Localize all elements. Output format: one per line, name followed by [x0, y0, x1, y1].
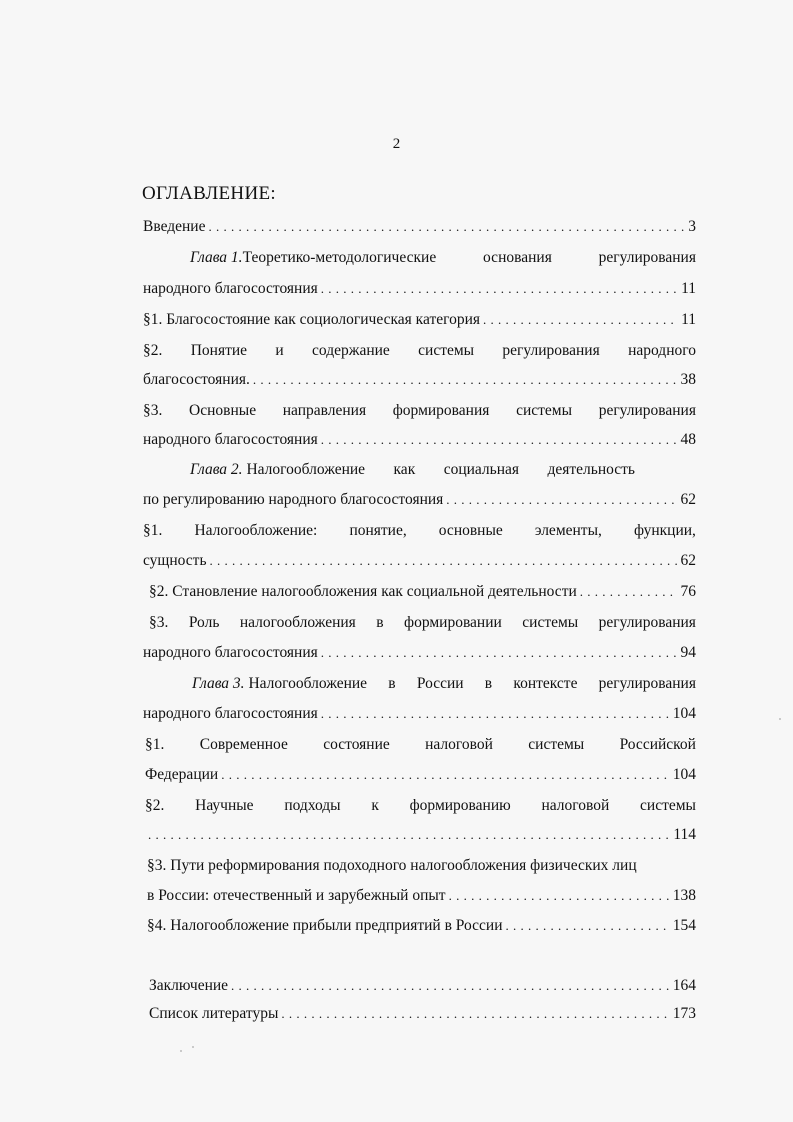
toc-section-3-3-line1: §3. Пути реформирования подоходного налогообложения физических лиц — [147, 857, 637, 874]
dot-leader — [321, 704, 670, 724]
toc-section-2-1-line2: сущность . . . 62 — [143, 551, 696, 571]
toc-section-2-2: §2. Становление налогообложения как социальной деятельности . . . 76 — [149, 582, 696, 602]
chapter-prefix: Глава 2. — [190, 461, 243, 478]
toc-label: Введение — [143, 218, 206, 235]
toc-title: ОГЛАВЛЕНИЕ: — [142, 183, 276, 204]
toc-entry-introduction — [143, 217, 696, 237]
toc-section-2-3-line2: народного благосостояния . . . 94 — [143, 643, 696, 663]
toc-page: 114 — [673, 826, 696, 843]
toc-section-1-1: §1. Благосостояние как социологическая категория . . . 11 — [143, 310, 696, 330]
chapter-prefix: Глава 3. — [192, 675, 245, 692]
toc-page: 62 — [680, 552, 696, 569]
dot-leader — [148, 825, 670, 845]
toc-page: 104 — [672, 766, 696, 783]
toc-page: 138 — [672, 887, 696, 904]
toc-chapter-3-line2: народного благосостояния . . . 104 — [143, 704, 696, 724]
toc-page: 62 — [680, 491, 696, 508]
toc-entry-bibliography: Список литературы . . . 173 — [149, 1004, 696, 1024]
page-number: 2 — [392, 136, 401, 152]
toc-section-2-1-line1: §1. Налогообложение: понятие, основные элементы, функции, — [143, 522, 696, 539]
dot-leader — [321, 643, 678, 663]
dot-leader — [483, 310, 678, 330]
toc-page: 3 — [688, 218, 696, 235]
toc-chapter-3-line1: Глава 3. Налогообложение в России в контексте регулирования — [192, 675, 696, 692]
toc-section-3-1-line1: §1. Современное состояние налоговой системы Российской — [145, 736, 696, 753]
toc-page: 76 — [680, 583, 696, 600]
toc-chapter-2-line1: Глава 2. Налогообложение как социальная деятельность — [190, 461, 635, 478]
scan-speck — [180, 1050, 182, 1052]
toc-page: 104 — [672, 705, 696, 722]
dot-leader — [580, 582, 678, 602]
dot-leader — [231, 976, 670, 996]
toc-page: 154 — [672, 917, 696, 934]
dot-leader — [321, 430, 678, 450]
dot-leader — [506, 916, 670, 936]
dot-leader — [449, 886, 670, 906]
chapter-prefix: Глава 1. — [190, 249, 243, 266]
toc-section-1-2-line1: §2. Понятие и содержание системы регулирования народного — [143, 342, 696, 359]
dot-leader — [208, 217, 685, 237]
toc-section-3-4: §4. Налогообложение прибыли предприятий в России . . . 154 — [147, 916, 696, 936]
toc-chapter-1-line2: народного благосостояния . . . 11 — [143, 279, 696, 299]
dot-leader — [253, 370, 678, 390]
scan-speck — [192, 1046, 194, 1048]
toc-page: 164 — [672, 977, 696, 994]
toc-page: 48 — [680, 431, 696, 448]
dot-leader — [281, 1004, 669, 1024]
toc-chapter-1-line1: Глава 1.Теоретико-методологические основания регулирования — [190, 249, 696, 266]
toc-section-2-3-line1: §3. Роль налогообложения в формировании системы регулирования — [149, 614, 696, 631]
dot-leader — [321, 279, 678, 299]
toc-section-1-3-line2: народного благосостояния . . . 48 — [143, 430, 696, 450]
scan-speck — [779, 718, 781, 720]
dot-leader — [446, 490, 677, 510]
toc-chapter-2-line2: по регулированию народного благосостояния . . . 62 — [143, 490, 696, 510]
toc-page: 11 — [681, 280, 696, 297]
toc-section-3-3-line2: в России: отечественный и зарубежный опыт . . . 138 — [147, 886, 696, 906]
toc-section-1-3-line1: §3. Основные направления формирования системы регулирования — [143, 402, 696, 419]
toc-page: 94 — [680, 644, 696, 661]
toc-section-3-2-line2 — [145, 825, 696, 845]
toc-page: 38 — [680, 371, 696, 388]
dot-leader — [221, 765, 670, 785]
dot-leader — [210, 551, 678, 571]
toc-section-3-2-line1: §2. Научные подходы к формированию налоговой системы — [145, 797, 696, 814]
toc-section-1-2-line2: благосостояния. . . . 38 — [143, 370, 696, 390]
toc-section-3-1-line2: Федерации . . . 104 — [145, 765, 696, 785]
toc-page: 11 — [681, 311, 696, 328]
toc-entry-conclusion: Заключение . . . 164 — [149, 976, 696, 996]
toc-page: 173 — [672, 1005, 696, 1022]
